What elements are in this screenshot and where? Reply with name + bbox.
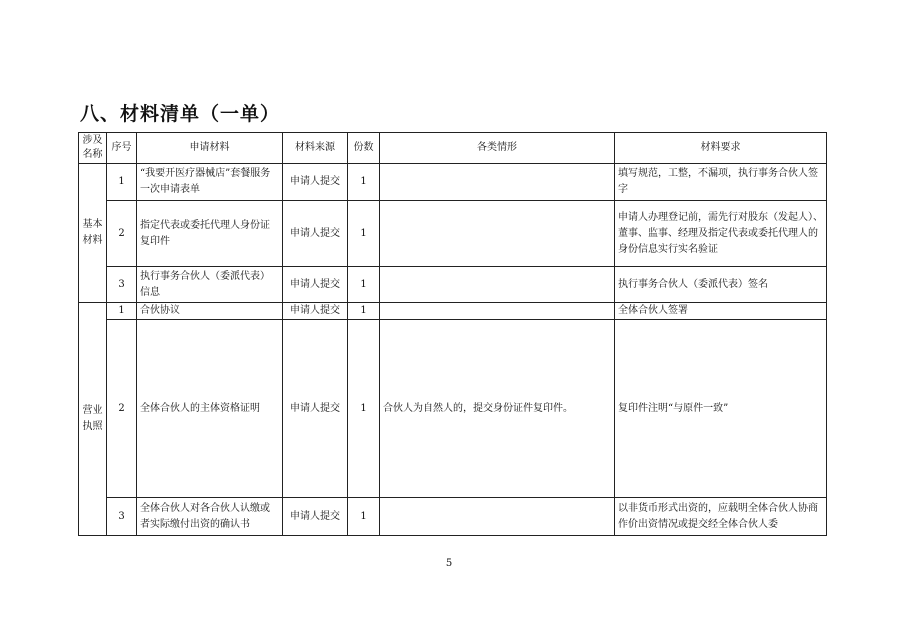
row-source: 申请人提交 <box>283 498 348 536</box>
row-copies: 1 <box>348 267 380 303</box>
row-material: 全体合伙人对各合伙人认缴或者实际缴付出资的确认书 <box>137 498 283 536</box>
row-situation <box>380 303 615 320</box>
group-label-basic: 基本材料 <box>79 164 107 303</box>
row-situation <box>380 267 615 303</box>
row-material: 执行事务合伙人（委派代表）信息 <box>137 267 283 303</box>
row-source: 申请人提交 <box>283 201 348 267</box>
header-group: 涉及名称 <box>79 133 107 164</box>
row-copies: 1 <box>348 201 380 267</box>
table-row <box>79 164 827 201</box>
row-material: “我要开医疗器械店”套餐服务一次申请表单 <box>137 164 283 201</box>
row-material: 指定代表或委托代理人身份证复印件 <box>137 201 283 267</box>
row-source: 申请人提交 <box>283 320 348 498</box>
row-requirement: 复印件注明“与原件一致” <box>615 320 827 498</box>
row-situation <box>380 164 615 201</box>
header-situations: 各类情形 <box>380 133 615 164</box>
section-heading: 八、材料清单（一单） <box>80 103 281 125</box>
row-requirement: 填写规范，工整，不漏项，执行事务合伙人签字 <box>615 164 827 201</box>
row-requirement: 执行事务合伙人（委派代表）签名 <box>615 267 827 303</box>
header-copies: 份数 <box>348 133 380 164</box>
row-situation <box>380 498 615 536</box>
row-copies: 1 <box>348 498 380 536</box>
row-material: 全体合伙人的主体资格证明 <box>137 320 283 498</box>
row-source: 申请人提交 <box>283 164 348 201</box>
row-seq: 3 <box>107 267 137 303</box>
page-number: 5 <box>445 558 453 569</box>
row-seq: 2 <box>107 201 137 267</box>
row-situation: 合伙人为自然人的，提交身份证件复印件。 <box>380 320 615 498</box>
row-situation <box>380 201 615 267</box>
group-label-license: 营业执照 <box>79 303 107 536</box>
table-row <box>79 320 827 498</box>
row-source: 申请人提交 <box>283 267 348 303</box>
table-row <box>79 498 827 536</box>
row-seq: 3 <box>107 498 137 536</box>
table-row <box>79 201 827 267</box>
row-requirement: 申请人办理登记前，需先行对股东（发起人）、董事、监事、经理及指定代表或委托代理人的身份信息实行实名验证 <box>615 201 827 267</box>
materials-table <box>78 132 827 536</box>
row-seq: 1 <box>107 164 137 201</box>
row-requirement: 全体合伙人签署 <box>615 303 827 320</box>
table-header-row <box>79 133 827 164</box>
table-row <box>79 267 827 303</box>
row-copies: 1 <box>348 164 380 201</box>
row-seq: 2 <box>107 320 137 498</box>
row-material: 合伙协议 <box>137 303 283 320</box>
row-copies: 1 <box>348 320 380 498</box>
header-material: 申请材料 <box>137 133 283 164</box>
header-source: 材料来源 <box>283 133 348 164</box>
table-row <box>79 303 827 320</box>
header-requirements: 材料要求 <box>615 133 827 164</box>
row-seq: 1 <box>107 303 137 320</box>
row-source: 申请人提交 <box>283 303 348 320</box>
header-seq: 序号 <box>107 133 137 164</box>
row-copies: 1 <box>348 303 380 320</box>
row-requirement: 以非货币形式出资的，应载明全体合伙人协商作价出资情况或提交经全体合伙人委 <box>615 498 827 536</box>
